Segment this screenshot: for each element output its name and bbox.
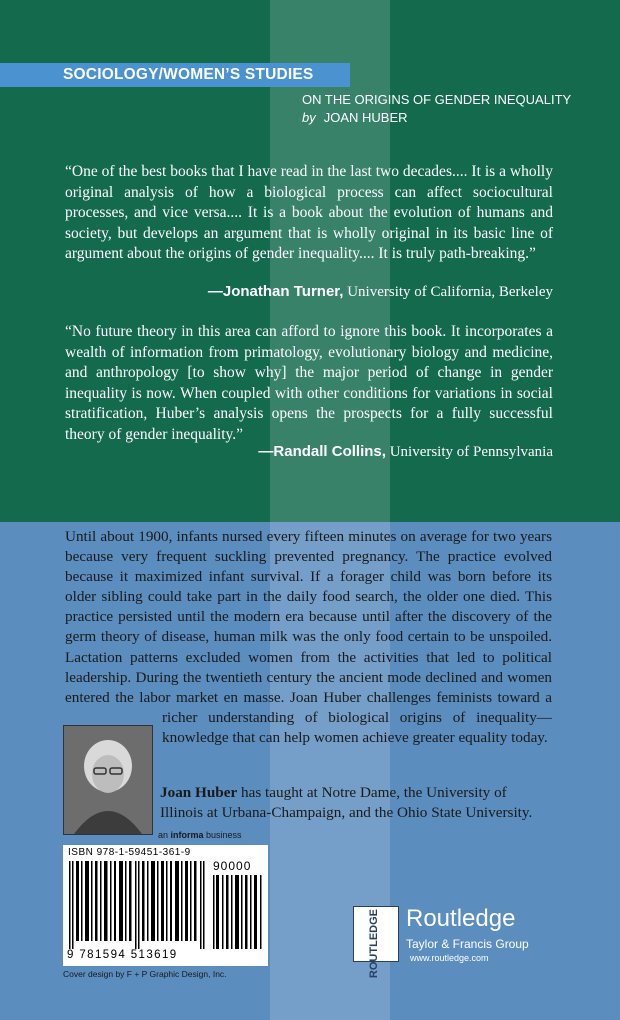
isbn: ISBN 978-1-59451-361-9: [68, 847, 191, 858]
dash: —: [258, 443, 274, 460]
publisher-url: www.routledge.com: [410, 953, 489, 963]
description-text: Until about 1900, infants nursed every fifteen minutes on average for two years because very frequent suckling prevented pregnancy. The practice evolved because it maximized infant survival. If a forager child was born before its older sibling could take part in the daily food search, the older one died. This practice persisted until the modern era because until after the discovery of the germ theory of disease, human milk was the only food certain to be unspoiled. Lactation patterns excluded women from the activities that led to political leadership. During the twentieth century the ancient mode declined and women entered the labor market en masse. Joan Huber challenges feminists toward a richer understanding of biological origins of inequality—knowledge that can help women achieve greater equality today.: [65, 528, 552, 746]
price-code: 90000: [213, 859, 252, 873]
reviewer-affiliation: University of California, Berkeley: [347, 284, 553, 300]
author-name: JOAN HUBER: [323, 110, 408, 125]
reviewer-name: Randall Collins,: [273, 443, 386, 460]
logo-text: ROUTLEDGE: [368, 909, 380, 979]
price-bars-icon: [213, 875, 263, 949]
informa-tagline: [158, 830, 242, 840]
author-photo: [63, 725, 153, 835]
barcode-bars-icon: [69, 861, 207, 949]
routledge-logo-icon: [353, 906, 399, 979]
informa-post: business: [203, 830, 242, 840]
quote-collins-attribution: [258, 443, 553, 461]
reviewer-affiliation: University of Pennsylvania: [389, 444, 553, 460]
publisher-group: Taylor & Francis Group: [406, 937, 529, 951]
publisher-name: Routledge: [406, 905, 516, 932]
bio-text: has taught at Notre Dame, the University of Illinois at Urbana-Champaign, and the Ohio State University.: [160, 784, 533, 822]
quote-turner-attribution: [208, 283, 553, 301]
by-label: by: [302, 110, 316, 125]
reviewer-name: Jonathan Turner,: [222, 283, 344, 300]
book-title: ON THE ORIGINS OF GENDER INEQUALITY: [302, 92, 572, 107]
book-author: [302, 110, 408, 125]
dash: —: [207, 283, 223, 300]
cover-credit: Cover design by F + P Graphic Design, Inc.: [63, 969, 227, 979]
quote-turner: “One of the best books that I have read in the last two decades.... It is a wholly original analysis of how a biological process can affect sociocultural processes, and vice versa.... It is a book about the evolution of humans and society, but develops an argument that is wholly original in its basic line of argument about the origins of gender inequality.... It is truly path-breaking.”: [65, 163, 553, 262]
bio-name: Joan Huber: [160, 784, 238, 801]
informa-brand: informa: [170, 830, 204, 840]
informa-pre: an: [158, 830, 171, 840]
author-bio: [160, 783, 552, 823]
vertical-stripe: [270, 0, 390, 1020]
quote-collins: “No future theory in this area can afford to ignore this book. It incorporates a wealth of information from primatology, evolutionary biology and medicine, and anthropology [to show why] the major period of change in gender inequality is now. When coupled with other conditions for variations in social stratification, Huber’s analysis opens the prospects for a fully successful theory of gender inequality.”: [65, 323, 553, 443]
author-portrait-icon: [64, 726, 152, 834]
barcode: [63, 845, 268, 966]
ean-number: 9 781594 513619: [67, 949, 178, 961]
category-bar: SOCIOLOGY/WOMEN’S STUDIES: [0, 63, 350, 87]
